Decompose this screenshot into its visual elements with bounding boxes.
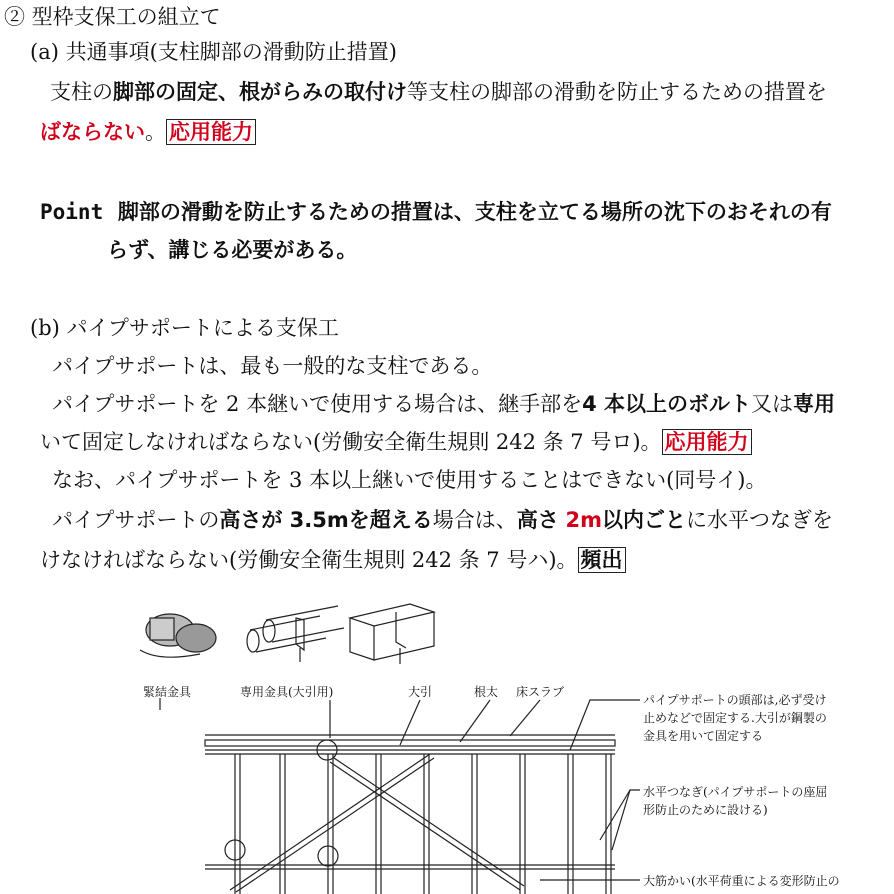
sub-b-p6: [40, 546, 626, 574]
sub-a-line1-post: 等支柱の脚部の滑動を防止するための措置を: [407, 80, 827, 104]
sub-a-line1-bold: 脚部の固定、根がらみの取付け: [113, 80, 407, 104]
note3: 大筋かい(水平荷重による変形防止の: [643, 874, 840, 888]
sub-b-p2-d: 又は: [751, 392, 794, 416]
sub-b-p2: [52, 390, 835, 418]
badge-frequent: 頻出: [578, 547, 626, 573]
sub-b-p5-g: に水平つなぎを: [685, 508, 833, 532]
point-text1: 脚部の滑動を防止するための措置は、支柱を立てる場所の沈下のおそれの有: [117, 200, 832, 224]
note2-line2: 形防止のために設ける): [643, 803, 768, 817]
sub-b-p3-text: いて固定しなければならない(労働安全衛生規則 242 条 7 号ロ)。: [40, 430, 662, 454]
sub-b-heading: (b) パイプサポートによる支保工: [30, 316, 339, 340]
sub-b-p2-b: する場合は、継手部を: [372, 392, 583, 416]
note1-line2: 止めなどで固定する.大引が鋼製の: [643, 711, 827, 725]
sub-b-p2-e: 専用: [793, 392, 836, 416]
sub-b-p5: [52, 506, 833, 534]
note1-line3: 金具を用いて固定する: [643, 729, 764, 743]
sub-b-p3: [40, 428, 752, 456]
sub-b-p5-e: 2m: [565, 508, 602, 532]
sub-b-p2-c: 4 本以上のボルト: [582, 392, 752, 416]
point-line2: らず、講じる必要がある。: [107, 238, 358, 262]
sub-a-line1-pre: 支柱の: [50, 80, 113, 104]
sub-a-line1: [50, 78, 827, 106]
sub-b-p5-a: パイプサポートの: [52, 508, 220, 532]
sub-b-p4: なお、パイプサポートを 3 本以上継いで使用することはできない(同号イ)。: [52, 468, 767, 492]
badge-applied-ability-2: 応用能力: [662, 429, 752, 455]
sub-b-p6-text: けなければならない(労働安全衛生規則 242 条 7 号ハ)。: [40, 548, 578, 572]
sub-b-p5-c: 場合は、: [432, 508, 517, 532]
dedicated-fitting-sketch: [247, 606, 344, 662]
label-joist: 根太: [474, 685, 499, 699]
point-line1: [40, 198, 832, 226]
note2-line1: 水平つなぎ(パイプサポートの座屈: [643, 785, 828, 799]
label-dedicated-fitting: 専用金具(大引用): [240, 685, 334, 699]
sub-a-line2-red: ばならない: [40, 120, 145, 144]
clamp-fitting-sketch: [140, 614, 216, 657]
sub-b-p1: パイプサポートは、最も一般的な支柱である。: [52, 354, 493, 378]
sub-b-p2-a: パイプサポートを 2 本継いで使用: [52, 392, 373, 416]
sub-b-p5-f: 以内ごと: [601, 508, 686, 532]
sub-a-line2: [40, 118, 256, 146]
pipe-support-figure: [0, 590, 894, 894]
floor-slab: [205, 740, 615, 746]
label-girder: 大引: [408, 685, 433, 699]
label-slab: 床スラブ: [516, 685, 565, 699]
sub-a-heading: (a) 共通事項(支柱脚部の滑動防止措置): [30, 40, 397, 64]
sub-b-p5-b: 高さが 3.5mを超える: [219, 508, 433, 532]
sub-b-p5-d: 高さ: [516, 508, 559, 532]
box-beam-sketch: [350, 604, 434, 664]
badge-applied-ability: 応用能力: [166, 119, 256, 145]
label-clamp: 緊結金具: [143, 685, 192, 699]
sub-a-line2-mark: 。: [145, 120, 166, 144]
point-label: Point: [40, 200, 104, 224]
note1-line1: パイプサポートの頭部は,必ず受け: [643, 693, 827, 707]
section-title: ② 型枠支保工の組立て: [4, 5, 221, 29]
